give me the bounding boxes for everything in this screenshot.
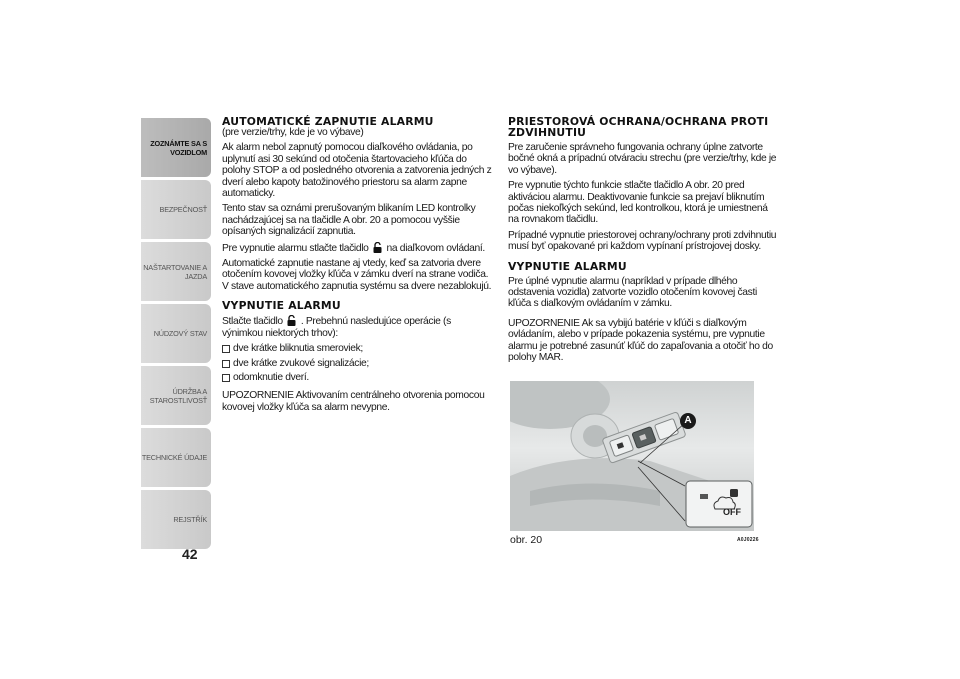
tab-udrzba[interactable]: ÚDRŽBA A STAROSTLIVOSŤ: [141, 366, 211, 425]
list-item: dve krátke zvukové signalizácie;: [222, 358, 492, 369]
off-label: OFF: [723, 507, 741, 517]
tab-rejstrik[interactable]: REJSTŘÍK: [141, 490, 211, 549]
heading-volumetric-protection: PRIESTOROVÁ OCHRANA/OCHRANA PROTI ZDVIHNUTIU: [508, 115, 769, 139]
page-number: 42: [182, 546, 198, 562]
right-column: [508, 116, 780, 368]
tab-technicke-udaje[interactable]: TECHNICKÉ ÚDAJE: [141, 428, 211, 487]
text-run: Stlačte tlačidlo: [222, 316, 283, 328]
checkbox-bullet-icon: [222, 345, 230, 353]
chapter-sidebar: [141, 118, 211, 552]
unlock-icon: [373, 242, 382, 253]
checkbox-bullet-icon: [222, 360, 230, 368]
paragraph: Ak alarm nebol zapnutý pomocou diaľkového ovládania, po uplynutí asi 30 sekúnd od otočenia štartovacieho kľúča do polohy STOP a od posledného otvorenia a zatvorenia jedných z dverí alebo kapoty batožinového priestoru sa alarm zapne automaticky.: [222, 142, 492, 200]
paragraph: Pre úplné vypnutie alarmu (napríklad v prípade dlhého odstavenia vozidla) zatvorte vozidlo otočením kovovej časti kľúča s diaľkovým ovládaním v zámku.: [508, 275, 757, 310]
subheading-versions: (pre verzie/trhy, kde je vo výbave): [222, 127, 364, 138]
text-run: Pre vypnutie alarmu stlačte tlačidlo: [222, 242, 369, 254]
text-run: . Prebehnú nasledujúce operácie (s výnimkou niektorých trhov):: [222, 316, 451, 339]
figure-code: A0J0226: [737, 537, 759, 543]
paragraph: [222, 315, 492, 339]
paragraph: UPOZORNENIE Ak sa vybijú batérie v kľúči s diaľkovým ovládaním, alebo v prípade pokazenia systému, pre vypnutie alarmu je potrebné zasunúť kľúč do zapaľovania a otočiť ho do polohy MAR.: [508, 317, 773, 364]
paragraph: Automatické zapnutie nastane aj vtedy, keď sa zatvoria dvere otočením kovovej vložky kľúča v zámku dverí na strane vodiča. V stave automatického zapnutia systému sa dvere nezablokujú.: [222, 258, 492, 292]
tab-zoznamte-sa[interactable]: ZOZNÁMTE SA S VOZIDLOM: [141, 118, 211, 177]
paragraph: UPOZORNENIE Aktivovaním centrálneho otvorenia pomocou kovovej vložky kľúča sa alarm nevypne.: [222, 390, 485, 413]
paragraph: Pre zaručenie správneho fungovania ochrany úplne zatvorte bočné okná a prípadnú otváraciu strechu (pre verzie/trhy, kde je vo výbave).: [508, 142, 777, 176]
callout-a: A: [684, 415, 692, 426]
list-item: dve krátke bliknutia smeroviek;: [222, 343, 492, 354]
heading-disarm: VYPNUTIE ALARMU: [222, 299, 341, 313]
heading-auto-arming: AUTOMATICKÉ ZAPNUTIE ALARMU: [222, 115, 434, 128]
tab-nastartovanie[interactable]: NAŠTARTOVANIE A JAZDA: [141, 242, 211, 301]
console-illustration: [510, 381, 754, 531]
tab-nudzovy-stav[interactable]: NÚDZOVÝ STAV: [141, 304, 211, 363]
heading-disarm-full: VYPNUTIE ALARMU: [508, 259, 627, 273]
tab-bezpecnost[interactable]: BEZPEČNOSŤ: [141, 180, 211, 239]
paragraph: Pre vypnutie týchto funkcie stlačte tlačidlo A obr. 20 pred aktiváciou alarmu. Deaktivovanie funkcie sa prejaví bliknutím počas niekoľkých sekúnd, led kontrolkou, ktorá je umiestnená na rovnakom tlačidlu.: [508, 180, 768, 226]
checkbox-bullet-icon: [222, 374, 230, 382]
list-item: odomknutie dverí.: [222, 372, 492, 383]
unlock-icon: [287, 315, 296, 326]
paragraph: Tento stav sa oznámi prerušovaným blikaním LED kontrolky nachádzajúcej sa na tlačidle A obr. 20 a pomocou vyššie opísaných signalizácií zapnutia.: [222, 203, 476, 238]
paragraph: Prípadné vypnutie priestorovej ochrany/ochrany proti zdvihnutiu musí byť opakované pri každom vypínaní prístrojovej dosky.: [508, 229, 777, 253]
figure-caption: obr. 20: [510, 534, 543, 546]
figure-overhead-console: [510, 381, 754, 531]
paragraph: [222, 242, 492, 254]
text-run: na diaľkovom ovládaní.: [386, 242, 485, 254]
left-column: [222, 116, 492, 417]
